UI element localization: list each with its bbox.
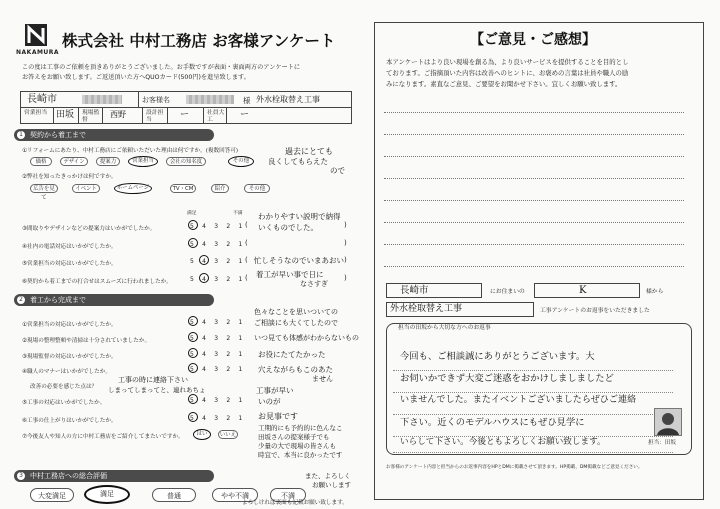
s2-q8-comment-1: 工期的にも予約的に色んなこ <box>258 424 343 432</box>
person-icon <box>655 409 681 435</box>
address-redacted <box>82 95 122 104</box>
company-logo <box>16 22 60 58</box>
s1-q2-option-ad[interactable]: 広告を見て <box>30 184 58 193</box>
s1-q5-scale[interactable]: 5 4 3 2 1 <box>190 258 246 265</box>
s1-q2-option-other[interactable]: その他 <box>244 184 270 193</box>
reply-panel-title: 担当の田坂から大切な方へのお返事 <box>398 325 491 331</box>
s1-q2-option-event[interactable]: イベント <box>72 184 100 193</box>
s2-q5-comment-2: しまってしまってと、連れあちょ <box>108 386 206 394</box>
sales-value: 田坂 <box>56 110 75 120</box>
overall-neutral[interactable]: 普通 <box>152 488 196 502</box>
survey-title: 株式会社 中村工務店 お客様アンケート <box>62 32 336 50</box>
s2-q6: ⑤工事の対応はいかがでしたか。 <box>22 400 106 406</box>
s1-q5-answer-mark <box>199 255 209 265</box>
s2-q2-scale[interactable]: 5 4 3 2 1 <box>190 335 246 342</box>
s2-q1-answer-mark <box>188 316 198 326</box>
s2-q6-comment-1: 工事が早い <box>256 386 294 395</box>
s1-q1-option-design[interactable]: デザイン <box>60 157 88 166</box>
s1-q6: ⑥契約から着工までの打合せはスムーズに行われましたか。 <box>22 279 172 285</box>
initial-box <box>534 283 640 298</box>
customer-name-redacted <box>186 95 234 104</box>
s1-q4: ④社内の電話対応はいかがでしたか。 <box>22 244 117 250</box>
comments-intro-3: みになります。素直なご意見、ご要望をお聞かせ下さい。宜しくお願い致します。 <box>386 80 622 88</box>
comment-line <box>384 222 684 223</box>
scale-head-dissatisfied: 不満 <box>233 211 243 216</box>
overall-side-note-2: お願いします <box>312 481 351 489</box>
reply-line-2: お伺いかできず大変ご迷惑をおかけしましましたど <box>400 373 614 384</box>
work-name-value: 外水栓取替え工事 <box>256 95 320 104</box>
section-2-header: 2 着工から完成まで <box>14 294 214 306</box>
overall-side-note-1: また、よろしく <box>305 472 351 480</box>
s2-q3: ③現場監督の対応はいかがでしたか。 <box>22 354 117 360</box>
address-value: 長崎市 <box>27 94 57 105</box>
s2-q3-comment: お役にたてたかった <box>258 350 326 359</box>
s1-q3: ③間取りやデザインなどの提案力はいかがでしたか。 <box>22 226 156 232</box>
s2-q2-answer-mark <box>188 332 198 342</box>
sales-label: 営業担当 <box>24 110 48 116</box>
s2-q4-comment-1: 穴えながらもこのあた <box>258 365 333 374</box>
comment-line <box>384 112 684 113</box>
s2-q1-comment-1: 色々なことを思いついての <box>254 308 338 316</box>
reply-work-label: 工事アンケートのお返事をいただきました <box>540 308 650 314</box>
s1-q2-option-tv[interactable]: TV・CM <box>170 184 196 193</box>
s1-q3-comment-2: いくものでした。 <box>258 223 318 232</box>
s2-q6-answer-mark <box>188 394 198 404</box>
reply-line-1: 今回も、ご相談誠にありがとうございます。大 <box>400 351 595 362</box>
right-footer: お客様のアンケート内容と担当からのお返事内容をHPとDMに掲載させて頂きます。HP掲載、DM掲載などご意見ください。 <box>386 465 643 470</box>
s1-q1: ①リフォームにあたり、中村工務店にご依頼いただいた理由は何ですか。(複数回答可) <box>22 148 239 154</box>
customer-name-label: お客様名 <box>142 96 170 104</box>
reply-line-5: いらして下さい。今後ともよろしくお願い致します。 <box>400 437 606 447</box>
intro-line-1: この度は工事のご依頼を頂きありがとうございました。お手数ですが表面・裏面両方のアンケートに <box>22 64 301 71</box>
comment-line <box>384 134 684 135</box>
overall-satisfied[interactable]: 満足 <box>84 485 130 504</box>
s1-q5: ⑤営業担当の対応はいかがでしたか。 <box>22 261 117 267</box>
s1-q3-scale[interactable]: 5 4 3 2 1 <box>190 223 246 230</box>
s2-q1-comment-2: ご相談にも大くてしたので <box>254 319 338 327</box>
comment-line <box>384 156 684 157</box>
s1-q2: ②弊社を知ったきっかけは何ですか。 <box>22 174 117 180</box>
s1-q4-answer-mark <box>188 238 198 248</box>
comments-intro-1: 本アンケートはより良い現場を創る為、より良いサービスを提供することを目的とし <box>386 58 629 66</box>
s2-q4-scale[interactable]: 5 4 3 2 1 <box>190 366 246 373</box>
s1-q1-option-sales[interactable]: 営業担当 <box>128 156 158 167</box>
reply-sama-kara: 様から <box>646 289 664 295</box>
s1-q2-option-homepage[interactable]: ホームページ <box>114 183 152 194</box>
overall-very-satisfied[interactable]: 大変満足 <box>30 488 74 502</box>
s1-q4-scale[interactable]: 5 4 3 2 1 <box>190 241 246 248</box>
s1-q6-comment-2: なさすぎ <box>300 280 328 288</box>
s1-q1-option-price[interactable]: 価格 <box>30 157 52 166</box>
s2-q4-comment-2: ません <box>312 375 333 383</box>
reply-line-4: 下さい。近くのモデルハウスにもぜひ見学に <box>400 417 585 428</box>
staff-label: 担当：田坂 <box>648 440 676 446</box>
s2-q8-comment-4: 時宜で、本当に良かったです <box>258 451 343 459</box>
design-value: ー <box>180 110 190 120</box>
s1-q6-comment-1: 着工が早い事で日に <box>256 270 324 279</box>
s2-q8-no[interactable]: いいえ <box>219 432 237 438</box>
s1-q3-answer-mark <box>188 220 198 230</box>
s2-q5: 改善の必要を感じた点は？ <box>30 384 98 390</box>
s2-q4: ④職人のマナーはいかがでしたか。 <box>22 369 111 375</box>
scale-head-satisfied: 満足 <box>187 211 197 216</box>
comments-title: 【ご意見・ご感想】 <box>470 32 596 48</box>
footer-note: よろしければ裏面も記載お願い致します。 <box>242 500 348 506</box>
reply-line-3: いませんでした。またイベントございましたらぜひご連絡 <box>400 395 637 405</box>
reply-initial: K <box>579 285 587 296</box>
s1-q3-comment-1: わかりやすい説明で納得 <box>258 212 341 221</box>
s1-q1-option-proposal[interactable]: 提案力 <box>96 157 120 166</box>
s2-q7-comment: お見事です <box>258 412 298 421</box>
s2-q3-scale[interactable]: 5 4 3 2 1 <box>190 351 246 358</box>
staff-photo <box>654 408 682 436</box>
comments-intro-2: ております。ご指摘頂いた内容は改善へのヒントに、お褒めの言葉は社員や職人の励 <box>386 69 629 77</box>
s1-q1-note-1: 過去にとても <box>285 147 333 156</box>
site-value: 西野 <box>110 110 126 119</box>
s1-q6-scale[interactable]: 5 4 3 2 1 <box>190 276 246 283</box>
logo-text: NAKAMURA <box>16 49 60 56</box>
comment-line <box>384 178 684 179</box>
reply-work: 外水栓取替え工事 <box>390 304 463 314</box>
reply-from-label: にお住まいの <box>490 289 525 295</box>
s2-q8: ⑦今後友人や知人の方に中村工務店をご紹介してまたいですか。 <box>22 434 184 440</box>
s2-q4-answer-mark <box>188 363 198 373</box>
s1-q5-comment: 忙しそうなのでいまあおい <box>254 256 344 265</box>
s2-q6-scale[interactable]: 5 4 3 2 1 <box>190 397 246 404</box>
s1-q6-answer-mark <box>199 273 209 283</box>
comment-line <box>384 244 684 245</box>
s2-q3-answer-mark <box>188 348 198 358</box>
s2-q2-comment: いつ見ても体感がわからないもの <box>254 334 359 342</box>
s2-q5-comment-1: 工事の時に連絡下さい <box>118 376 188 384</box>
overall-dissatisfied[interactable]: 不満 <box>270 488 306 502</box>
section-1-header: 1 契約から着工まで <box>14 129 214 141</box>
s1-q2-option-referral[interactable]: 紹介 <box>211 184 229 193</box>
overall-somewhat-dissatisfied[interactable]: やや不満 <box>212 488 258 502</box>
design-label: 設計担当 <box>146 110 164 123</box>
s2-q7: ⑥工事の仕上がりはいかがでしたか。 <box>22 418 117 424</box>
survey-scan: NAKAMURA 株式会社 中村工務店 お客様アンケート この度は工事のご依頼を頂きありがとうございました。お手数ですが表面・裏面両方のアンケートに お答えをお願い致します。ご返送頂いた方へQUOカード(500円)を進呈致します。 長崎市 お客様名 様 外水栓取替え工事 営業担当 田坂 現場監督 西野 設計担当 ー 社員大工 ー 1 契約から着工まで ①リフォームにあたり、中村工務店にご依頼いただいた理由は何ですか。(複数回答可) 価格 デザイン 提案力 営業担当 会社の知名度 その他 過去にとても 良くしてもらえた ので ②弊社を知ったきっかけは何ですか。 広告を見て イベント ホームページ TV・CM 紹介 その他 満足 不満 ③間取りやデザインなどの提案力はいかがでしたか。 5 4 3 2 1 ( ) わかりやすい説明で納得 いくものでした。 ④社内の電話対応はいかがでしたか。 5 4 3 2 1 ( ) ⑤営業担当の対応はいかがでしたか。 5 4 3 2 1 ( ) 忙しそうなのでいまあおい ⑥契約から着工までの打合せはスムーズに行われましたか。 5 4 3 2 1 ( ) 着工が早い事で日に なさすぎ 2 着工から完成まで ①営業担当の対応はいかがでしたか。 5 4 3 2 1 色々なことを思いついての ご相談にも大くてしたので ②現場の整理整頓や清掃は十分されていましたか。 5 4 3 2 1 いつ見ても体感がわからないもの ③現場監督の対応はいかがでしたか。 5 4 3 2 1 お役にたてたかった ④職人のマナーはいかがでしたか。 5 4 3 2 1 穴えながらもこのあた ません 改善の必要を感じた点は？ 工事の時に連絡下さい しまってしまってと、連れあちょ ⑤工事の対応はいかがでしたか。 5 4 3 2 1 工事が早い いのが ⑥工事の仕上がりはいかがでしたか。 5 4 3 2 1 お見事です ⑦今後友人や知人の方に中村工務店をご紹介してまたいですか。 はい いいえ 工期的にも予約的に色んなこ 田坂さんの提案様子でも 少量の大で現場の皆さんも 時宜で、本当に良かったです 3 中村工務店への総合評価 大変満足 満足 普通 やや不満 不満 また、よろしく お願いします よろしければ裏面も記載お願い致します。 【ご意見・ご感想】 本アンケートはより良い現場を創る為、より良いサービスを提供することを目的とし ております。ご指摘頂いた内容は改善へのヒントに、お褒めの言葉は社員や職人の励 みになります。素直なご意見、ご要望をお聞かせ下さい。宜しくお願い致します。 長崎市 にお住まいの K 様から 外水栓取替え工事 工事アンケートのお返事をいただきました 担当の田坂から大切な方へのお返事 今回も、ご相談誠にありがとうございます。大 お伺いかできず大変ご迷惑をおかけしましましたど いませんでした。またイベントございましたらぜひご連絡 下さい。近くのモデルハウスにもぜひ見学に いらして下さい。今後ともよろしくお願い致します。 担当：田坂 お客様のアンケート内容と担当からのお返事内容をHPとDMに掲載させて頂きます。HP掲載、DM掲載などご意見ください。 <box>0 0 720 509</box>
s2-q6-comment-2: いのが <box>258 397 281 406</box>
section-3-header: 3 中村工務店への総合評価 <box>14 470 214 482</box>
s2-q1: ①営業担当の対応はいかがでしたか。 <box>22 322 117 328</box>
s1-q1-note-2: 良くしてもらえた <box>268 157 328 166</box>
s1-q1-option-other[interactable]: その他 <box>228 156 254 167</box>
s2-q1-scale[interactable]: 5 4 3 2 1 <box>190 319 246 326</box>
s2-q7-answer-mark <box>188 412 198 422</box>
carpenter-label: 社員大工 <box>207 110 225 123</box>
intro-line-2: お答えをお願い致します。ご返送頂いた方へQUOカード(500円)を進呈致します。 <box>22 74 250 81</box>
s2-q2: ②現場の整理整頓や清掃は十分されていましたか。 <box>22 338 151 344</box>
site-label: 現場監督 <box>82 110 100 123</box>
carpenter-value: ー <box>240 110 250 120</box>
comment-line <box>384 200 684 201</box>
s1-q1-option-brand[interactable]: 会社の知名度 <box>166 157 206 166</box>
s2-q8-comment-3: 少量の大で現場の皆さんも <box>258 442 336 450</box>
s2-q7-scale[interactable]: 5 4 3 2 1 <box>190 415 246 422</box>
sama-label: 様 <box>243 96 251 105</box>
reply-city: 長崎市 <box>400 285 429 296</box>
s1-q1-note-3: ので <box>330 166 345 175</box>
s2-q8-yes[interactable]: はい <box>193 429 211 440</box>
s2-q8-comment-2: 田坂さんの提案様子でも <box>258 433 330 441</box>
comment-line <box>384 266 684 267</box>
